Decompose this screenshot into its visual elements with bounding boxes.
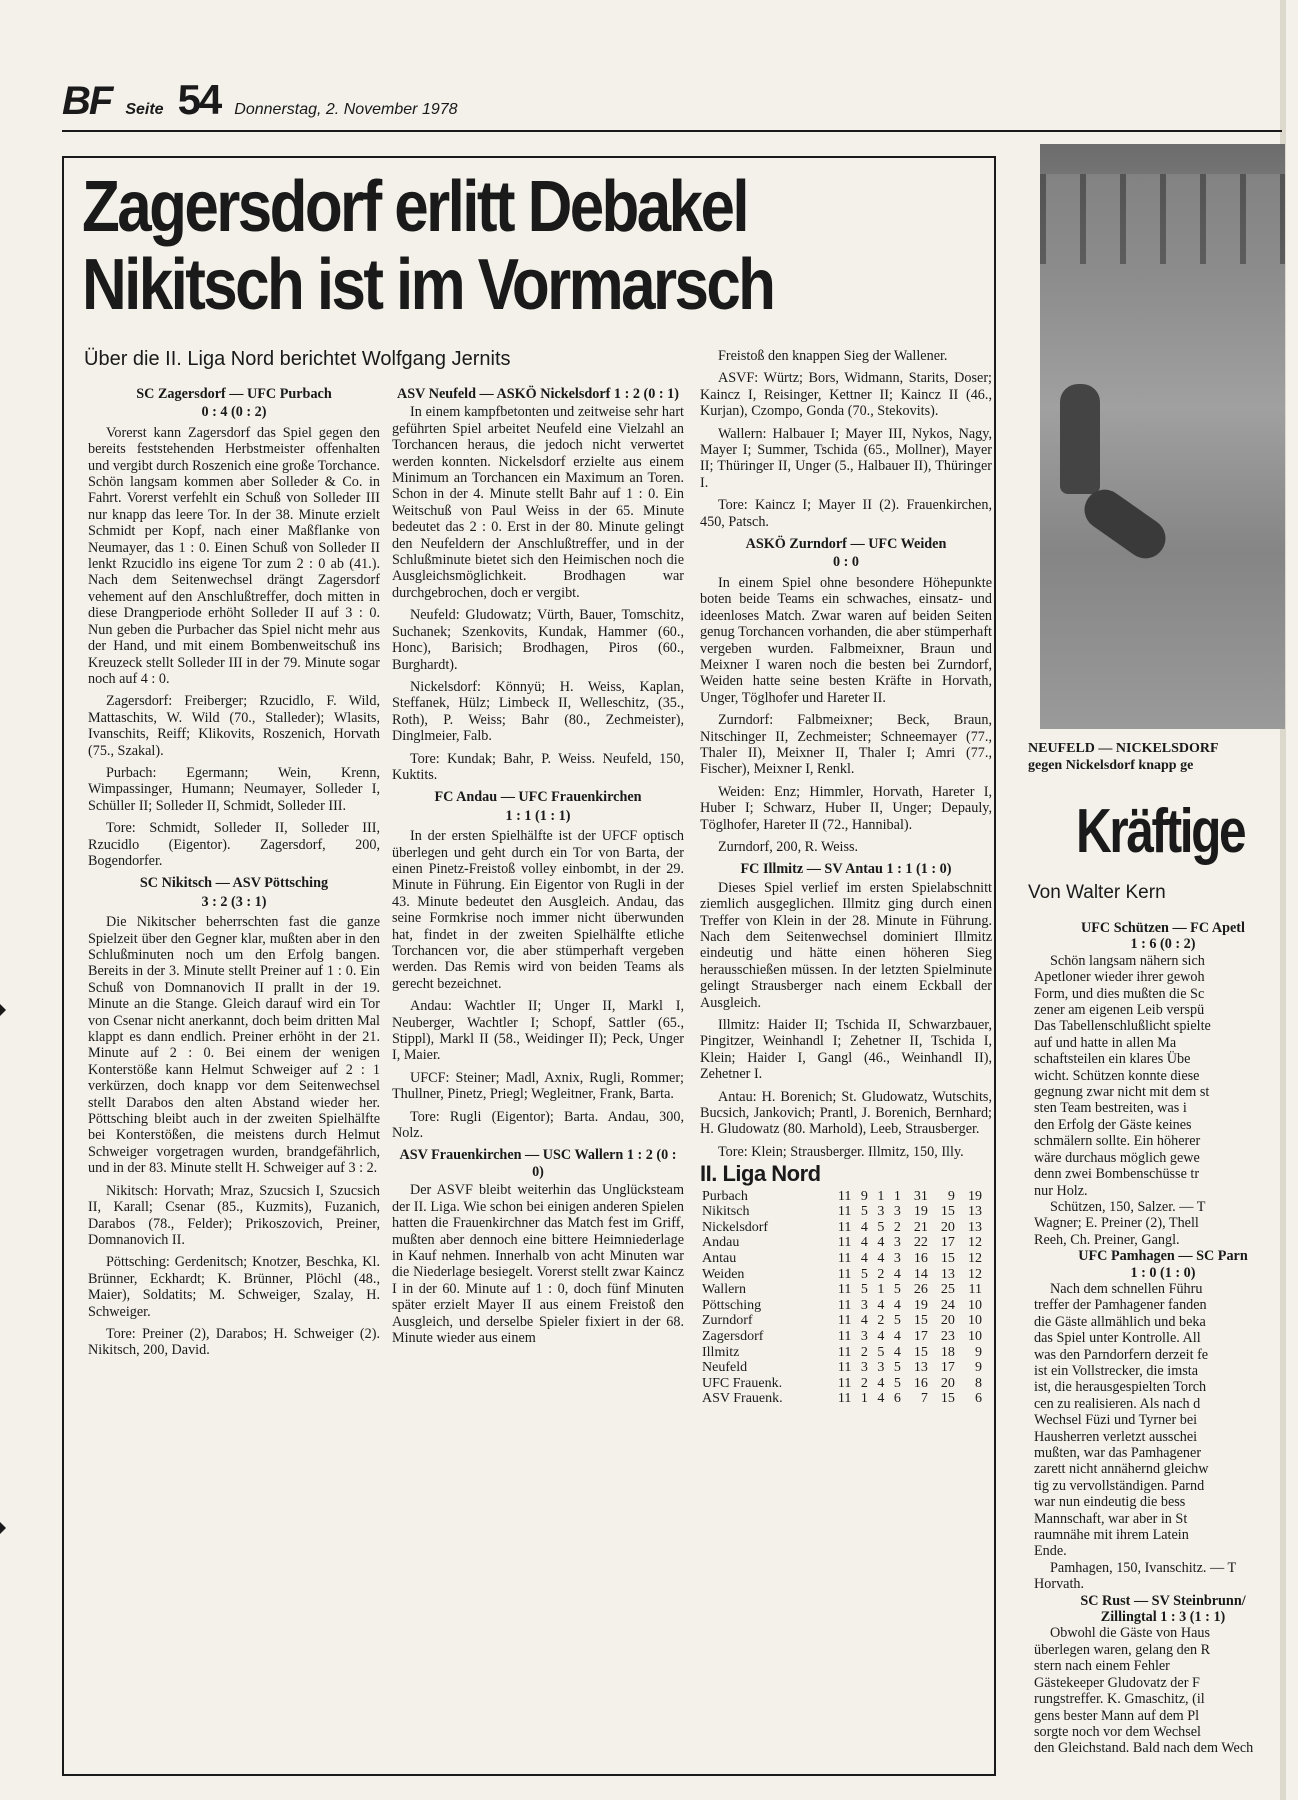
paragraph: In einem Spiel ohne besondere Höhepunkte boten beide Teams ein schwaches, einsatz- und ideenloses Match. Zwar waren auf beiden Seiten genug Torchancen vorhanden, die aber stümperhaft vergeben wurden. Falbmeixner, Braun und Meixner I waren noch die besten bei Zurndorf, Weiden hatte seine besten Kräfte in Horvath, Unger, Töglhofer und Hareter II. [700, 574, 992, 706]
paragraph: Vorerst kann Zagersdorf das Spiel gegen den bereits feststehenden Herbstmeister offenhalten und vergibt durch Roszenich eine große Torchance. Schön langsam kommen aber Solleder & Co. in Fahrt. Vorerst verfehlt ein Schuß von Solleder III nur knapp das leere Tor. In der 38. Minute erzielt Schmidt per Kopf, nach einer Maßflanke von Neumayer, das 1 : 0. Einen Schuß von Solleder II lenkt Rzucidlo ins eigene Tor zum 2 : 0 ab (41.). Nach dem Seitenwechsel drängt Zagersdorf vehement auf den Anschlußtreffer, doch mitten in diese Drangperiode erhöht Solleder II auf 3 : 0. Nun geben die Purbacher das Spiel nicht mehr aus der Hand, und mit einem Bombenweitschuß ins Kreuzeck stellt Solleder III in der 79. Minute sogar noch auf 4 : 0. [88, 424, 380, 687]
stat-cell: 4 [893, 1297, 901, 1313]
stat-cell: 3 [860, 1360, 868, 1376]
photo-player [1060, 384, 1100, 494]
stat-cell: 6 [893, 1391, 901, 1407]
stat-cell: 7 [920, 1391, 928, 1407]
text-line: Reeh, Ch. Preiner, Gangl. [1034, 1231, 1180, 1248]
text-line: gens bester Mann auf dem Pl [1034, 1707, 1200, 1724]
stat-cell: 11 [837, 1188, 852, 1204]
stat-cell: 2 [877, 1313, 885, 1329]
stat-cell: 3 [893, 1251, 901, 1267]
match-heading: FC Illmitz — SV Antau 1 : 1 (1 : 0) [740, 861, 952, 878]
match-heading: 1 : 0 (1 : 0) [1130, 1264, 1196, 1281]
stat-cell: 5 [893, 1282, 901, 1298]
paragraph: Purbach: Egermann; Wein, Krenn, Wimpassinger, Humann; Neumayer, Solleder I, Schüller II; Solleder II, Schmidt, Solleder III. [88, 764, 380, 814]
text-line: Pamhagen, 150, Ivanschitz. — T [1050, 1559, 1237, 1576]
paragraph: Tore: Kundak; Bahr, P. Weiss. Neufeld, 150, Kuktits. [392, 750, 684, 783]
stat-cell: 26 [913, 1282, 928, 1298]
table-row [700, 1298, 984, 1314]
team-name: Andau [702, 1235, 740, 1251]
table-title: II. Liga Nord [700, 1161, 821, 1187]
stat-cell: 9 [975, 1360, 982, 1376]
stat-cell: 6 [975, 1391, 982, 1407]
side-byline: Von Walter Kern [1028, 882, 1166, 903]
stat-cell: 5 [893, 1375, 901, 1391]
text-line: Gästekeeper Gludovatz der F [1034, 1674, 1200, 1691]
stat-cell: 15 [940, 1391, 955, 1407]
stat-cell: 11 [837, 1297, 852, 1313]
team-name: Antau [702, 1251, 737, 1267]
stat-cell: 5 [893, 1360, 901, 1376]
stat-cell: 24 [940, 1297, 955, 1313]
match-heading: 0 : 0 [832, 554, 859, 571]
stat-cell: 16 [913, 1375, 928, 1391]
match-heading: SC Zagersdorf — UFC Purbach [136, 386, 332, 402]
stat-cell: 10 [968, 1313, 982, 1329]
stat-cell: 17 [940, 1360, 955, 1376]
newspaper-logo: BF [62, 79, 112, 123]
text-line: Ende. [1034, 1543, 1067, 1560]
team-name: Zurndorf [702, 1313, 753, 1329]
team-name: Nikitsch [702, 1204, 750, 1220]
masthead [62, 76, 458, 126]
text-line: Mannschaft, war aber in St [1034, 1510, 1188, 1527]
table-row [700, 1376, 984, 1392]
paragraph: Pöttsching: Gerdenitsch; Knotzer, Beschka, Kl. Brünner, Eckhardt; K. Brünner, Plöchl (48., Maier), Soldatits; M. Schweiger, Szalay, H. Schweiger. [88, 1254, 380, 1320]
match-heading: UFC Schützen — FC Apetl [1081, 920, 1245, 936]
stat-cell: 19 [968, 1188, 982, 1204]
stat-cell: 4 [877, 1375, 885, 1391]
stat-cell: 11 [837, 1204, 852, 1220]
paragraph: UFCF: Steiner; Madl, Axnix, Rugli, Rommer; Thullner, Pinetz, Priegl; Wegleitner, Frank, Barta. [392, 1069, 684, 1103]
stat-cell: 11 [837, 1313, 852, 1329]
headline-line-1: Zagersdorf erlitt Debakel [82, 167, 747, 247]
match-heading: 1 : 6 (0 : 2) [1130, 936, 1196, 953]
text-line: tig zu vervollständigen. Parnd [1034, 1477, 1205, 1494]
stat-cell: 1 [893, 1188, 901, 1204]
stat-cell: 2 [893, 1219, 901, 1235]
paragraph: Tore: Klein; Strausberger. Illmitz, 150, Illy. [718, 1143, 964, 1160]
stat-cell: 11 [837, 1266, 852, 1282]
paragraph: Wallern: Halbauer I; Mayer III, Nykos, Nagy, Mayer I; Summer, Tschida (65., Mollner), Mayer II; Thüringer II, Unger (5., Halbauer II), Thüringer I. [700, 425, 992, 491]
page-number: 54 [177, 76, 221, 123]
text-line: Schützen, 150, Salzer. — T [1050, 1198, 1206, 1215]
stat-cell: 13 [968, 1204, 982, 1220]
stat-cell: 1 [877, 1282, 885, 1298]
stat-cell: 19 [913, 1204, 928, 1220]
stat-cell: 11 [837, 1282, 852, 1298]
photo-player [1077, 482, 1174, 566]
paragraph: Tore: Preiner (2), Darabos; H. Schweiger (2). Nikitsch, 200, David. [88, 1325, 380, 1359]
paragraph: Freistoß den knappen Sieg der Wallener. [718, 348, 948, 364]
paragraph: Tore: Kaincz I; Mayer II (2). Frauenkirchen, 450, Patsch. [700, 497, 992, 530]
team-name: Purbach [702, 1188, 748, 1204]
stat-cell: 3 [860, 1297, 868, 1313]
table-row [700, 1267, 984, 1283]
text-line: die Gäste allmählich und beka [1034, 1313, 1206, 1330]
paragraph: Zurndorf, 200, R. Weiss. [718, 838, 859, 855]
table-row [700, 1345, 984, 1361]
paragraph: Der ASVF bleibt weiterhin das Unglücksteam der II. Liga. Wie schon bei einigen anderen Spielen hatten die Frauenkirchner das Match fest im Griff, mußten aber dennoch eine bittere Heimniederlage in Kauf nehmen. Innerhalb von acht Minuten war die Niederlage besiegelt. Vorerst stellt zwar Kaincz I in der 60. Minute auf 1 : 0, doch fünf Minuten später erzielt Mayer II aus einem Freistoß den Ausgleich, und derselbe Spieler fixiert in der 68. Minute wieder aus einem [392, 1182, 684, 1346]
issue-date: Donnerstag, 2. November 1978 [234, 101, 458, 118]
text-line: zarett nicht annähernd gleichw [1034, 1461, 1209, 1478]
stat-cell: 23 [940, 1329, 955, 1345]
stat-cell: 3 [860, 1329, 868, 1345]
stat-cell: 4 [877, 1251, 885, 1267]
text-line: gegnung zwar nicht mit dem st [1034, 1084, 1210, 1101]
headline-line-2: Nikitsch ist im Vormarsch [82, 245, 774, 325]
text-line: Nach dem schnellen Führu [1050, 1280, 1203, 1297]
headline [82, 168, 856, 324]
stat-cell: 3 [877, 1204, 885, 1220]
match-heading: 3 : 2 (3 : 1) [201, 893, 267, 910]
team-name: Pöttsching [702, 1297, 762, 1313]
stat-cell: 19 [913, 1297, 928, 1313]
paragraph: Antau: H. Borenich; St. Gludowatz, Wutschits, Bucsich, Jankovich; Prantl, J. Borenich, Bernhard; H. Gludowatz (80. Marhold), Leeb, Strausberger. [700, 1088, 992, 1138]
stat-cell: 2 [877, 1266, 885, 1282]
team-name: Nickelsdorf [702, 1219, 769, 1235]
text-line: ist ein Vollstrecker, die imsta [1034, 1362, 1199, 1379]
stat-cell: 4 [877, 1297, 885, 1313]
table-row [700, 1235, 984, 1251]
paragraph: Dieses Spiel verlief im ersten Spielabschnitt ziemlich ausgeglichen. Illmitz ging durch einen Treffer von Klein in der 28. Minute in Führung. Nach dem Seitenwechsel dominiert Illmitz eindeutig und hätte einen höheren Sieg herausschießen müssen. In der letzten Spielminute gelingt Strausberger nach einem Eckball der Ausgleich. [700, 879, 992, 1011]
paragraph: Nikitsch: Horvath; Mraz, Szucsich I, Szucsich II, Karall; Csenar (85., Kuzmits), Fuzanich, Darabos (78., Felder); Prikoszovich, Preiner, Domnanovich II. [88, 1182, 380, 1248]
column-1 [88, 380, 380, 1365]
text-line: wicht. Schützen konnte diese [1034, 1067, 1200, 1084]
table-row [700, 1220, 984, 1236]
stat-cell: 11 [837, 1344, 852, 1360]
photo-fence [1040, 174, 1285, 264]
text-line: Das Tabellenschlußlicht spielte [1034, 1018, 1211, 1035]
stat-cell: 9 [860, 1188, 868, 1204]
text-line: Obwohl die Gäste von Haus [1050, 1625, 1210, 1642]
text-line: zener am eigenen Leib verspü [1034, 1002, 1205, 1019]
text-line: Wagner; E. Preiner (2), Thell [1034, 1215, 1199, 1232]
text-line: das Spiel unter Kontrolle. All [1034, 1330, 1201, 1347]
stat-cell: 3 [877, 1360, 885, 1376]
stat-cell: 5 [893, 1313, 901, 1329]
text-line: sten Team bestreiten, was i [1034, 1100, 1187, 1117]
text-line: Apetloner wieder ihrer gewoh [1034, 969, 1205, 986]
table-row [700, 1360, 984, 1376]
stat-cell: 4 [877, 1235, 885, 1251]
table-row [700, 1189, 984, 1205]
stat-cell: 4 [877, 1329, 885, 1345]
match-heading: ASV Neufeld — ASKÖ Nickelsdorf 1 : 2 (0 : 1) [397, 386, 679, 402]
column-3 [700, 348, 992, 1407]
match-heading: Zillingtal 1 : 3 (1 : 1) [1100, 1609, 1226, 1626]
stat-cell: 2 [860, 1344, 868, 1360]
stat-cell: 3 [893, 1204, 901, 1220]
stat-cell: 22 [913, 1235, 928, 1251]
margin-marker-icon [0, 1522, 6, 1534]
stat-cell: 1 [860, 1391, 868, 1407]
paragraph: Andau: Wachtler II; Unger II, Markl I, Neuberger, Wachtler I; Schopf, Sattler (65., Stippl), Markl II (58., Weidinger II); Peck, Unger I, Maier. [392, 998, 684, 1064]
stat-cell: 4 [860, 1235, 868, 1251]
paragraph: In einem kampfbetonten und zeitweise sehr hart geführten Spiel arbeitet Neufeld eine Vielzahl an Torchancen heraus, die jedoch nicht verwertet werden konnten. Nickelsdorf erzielte aus einem Minimum an Torchancen ein Maximum an Toren. Schon in der 4. Minute stellt Bahr auf 1 : 0. Ein Weitschuß von Paul Weiss in der 65. Minute bedeutet das 2 : 0. Erst in der 80. Minute gelingt den Neufeldern der Anschlußtreffer, und in der Schlußminute bietet sich den Heimischen noch die Ausgleichsmöglichkeit. Brodhagen war durchgebrochen, doch er vergibt. [392, 404, 684, 601]
team-name: Neufeld [702, 1360, 748, 1376]
stat-cell: 5 [877, 1344, 885, 1360]
paragraph: Tore: Rugli (Eigentor); Barta. Andau, 300, Nolz. [392, 1108, 684, 1142]
paragraph: Weiden: Enz; Himmler, Horvath, Hareter I, Huber I; Schwarz, Huber II, Unger; Depauly, Töglhofer, Hareter II (72., Hannibal). [700, 783, 992, 833]
match-heading: 1 : 1 (1 : 1) [505, 807, 571, 824]
stat-cell: 11 [837, 1251, 852, 1267]
stat-cell: 3 [893, 1235, 901, 1251]
stat-cell: 15 [913, 1344, 928, 1360]
stat-cell: 11 [837, 1375, 852, 1391]
text-line: treffer der Pamhagener fanden [1034, 1297, 1207, 1314]
stat-cell: 16 [913, 1251, 928, 1267]
stat-cell: 9 [947, 1188, 955, 1204]
text-line: Horvath. [1034, 1576, 1085, 1593]
match-heading: ASV Frauenkirchen — USC Wallern 1 : 2 (0 : 0) [399, 1147, 677, 1180]
team-name: Illmitz [702, 1344, 740, 1360]
paragraph: Die Nikitscher beherrschten fast die ganze Spielzeit über den Gegner klar, mußten aber in den Schlußminuten noch um den Erfolg bangen. Bereits in der 3. Minute stellt Preiner auf 1 : 0. Ein Schuß von Domnanovich II prallt in der 19. Minute an die Stange. Gleich darauf wird ein Tor von Csenar nicht anerkannt, doch beim dritten Mal klappt es dann endlich. Preiner erhöht in der 21. Minute auf 2 : 0. Bei einem der wenigen Konterstöße kann Helmut Schweiger auf 2 : 1 verkürzen, doch knapp vor dem Seitenwechsel stellt Darabos den alten Abstand wieder her. Pöttsching bleibt auch in der zweiten Spielhälfte bei Konterstößen, die meistens durch Helmut Schweiger vorgetragen wurden, brandgefährlich, und in der 83. Minute stellt H. Schweiger auf 3 : 2. [88, 914, 380, 1177]
stat-cell: 4 [860, 1219, 868, 1235]
stat-cell: 25 [940, 1282, 955, 1298]
stat-cell: 2 [860, 1375, 868, 1391]
stat-cell: 4 [893, 1266, 901, 1282]
stat-cell: 18 [940, 1344, 955, 1360]
stat-cell: 1 [877, 1188, 885, 1204]
text-line: den Erfolg der Gäste keines [1034, 1116, 1192, 1133]
stat-cell: 5 [860, 1282, 868, 1298]
stat-cell: 11 [837, 1391, 852, 1407]
league-table [700, 1189, 984, 1407]
paragraph: ASVF: Würtz; Bors, Widmann, Starits, Doser; Kaincz I, Reisinger, Kettner II; Kaincz II (46., Kurjan), Czompo, Gonda (70., Stekovits). [700, 370, 992, 420]
stat-cell: 12 [968, 1266, 982, 1282]
stat-cell: 13 [968, 1219, 982, 1235]
text-line: Schön langsam nähern sich [1050, 952, 1205, 969]
table-row [700, 1329, 984, 1345]
text-line: Form, und dies mußten die Sc [1034, 985, 1205, 1002]
stat-cell: 17 [940, 1235, 955, 1251]
text-line: cen zu realisieren. Als nach d [1034, 1395, 1201, 1412]
paragraph: Nickelsdorf: Könnyü; H. Weiss, Kaplan, Steffanek, Hülz; Limbeck II, Welleschitz, (35., Roth), P. Weiss; Bahr (80., Zechmeister), Dinglmeier, Falb. [392, 678, 684, 745]
stat-cell: 4 [877, 1391, 885, 1407]
text-line: ist, die herausgespielten Torch [1034, 1379, 1207, 1396]
text-line: raumnähe mit ihrem Latein [1034, 1527, 1189, 1544]
margin-marker-icon [0, 1004, 6, 1016]
paragraph: Tore: Schmidt, Solleder II, Solleder III, Rzucidlo (Eigentor). Zagersdorf, 200, Bogendorfer. [88, 820, 380, 869]
table-row [700, 1282, 984, 1298]
stat-cell: 11 [837, 1219, 852, 1235]
text-line: wäre durchaus möglich gewe [1034, 1149, 1200, 1166]
text-line: schaftsteilen ein klares Übe [1034, 1051, 1191, 1068]
stat-cell: 10 [968, 1297, 982, 1313]
paragraph: In der ersten Spielhälfte ist der UFCF optisch überlegen und geht durch ein Tor von Barta, der einen Pinetz-Freistoß volley einbombt, in der 29. Minute in Führung. Ein Eigentor von Rugli in der 43. Minute bedeutet den Ausgleich. Andau, das seine Formkrise noch immer nicht überwunden hat, findet in der zweiten Spielhälfte etliche Torchancen vor, die aber stümperhaft vergeben werden. Das Remis wird von beiden Teams als gerecht bezeichnet. [392, 828, 684, 992]
text-line: denn zwei Bombenschüsse tr [1034, 1166, 1200, 1183]
text-line: sorgte noch vor dem Wechsel [1034, 1723, 1201, 1740]
stat-cell: 5 [877, 1219, 885, 1235]
stat-cell: 13 [940, 1266, 955, 1282]
stat-cell: 11 [837, 1329, 852, 1345]
photo-caption [1028, 740, 1290, 774]
stat-cell: 13 [913, 1360, 928, 1376]
stat-cell: 20 [940, 1313, 955, 1329]
team-name: ASV Frauenk. [702, 1391, 783, 1407]
caption-line-1: NEUFELD — NICKELSDORF [1028, 741, 1219, 756]
column-3-body [700, 348, 992, 1160]
match-heading: SC Rust — SV Steinbrunn/ [1080, 1592, 1246, 1609]
team-name: UFC Frauenk. [702, 1375, 783, 1391]
column-2 [392, 380, 684, 1352]
stat-cell: 14 [913, 1266, 928, 1282]
team-name: Wallern [702, 1282, 746, 1298]
match-heading: UFC Pamhagen — SC Parn [1078, 1248, 1248, 1265]
text-line: rungstreffer. K. Gmaschitz, (il [1034, 1691, 1205, 1708]
text-line: nur Holz. [1034, 1182, 1088, 1199]
match-heading: SC Nikitsch — ASV Pöttsching [139, 875, 329, 892]
text-line: was den Parndorfern derzeit fe [1034, 1346, 1209, 1363]
text-line: den Gleichstand. Bald nach dem Wech [1034, 1740, 1254, 1757]
stat-cell: 4 [893, 1344, 901, 1360]
text-line: schmälern sollte. Ein höherer [1034, 1133, 1201, 1150]
stat-cell: 31 [913, 1188, 928, 1204]
text-line: mußten, war das Pamhagener [1034, 1445, 1202, 1461]
text-line: Wechsel Füzi und Tyrner bei [1034, 1412, 1198, 1429]
side-headline: Kräftige [1076, 797, 1245, 866]
table-row [700, 1313, 984, 1329]
text-line: auf und hatte in allen Ma [1034, 1034, 1177, 1051]
stat-cell: 11 [968, 1282, 982, 1298]
stat-cell: 12 [968, 1235, 982, 1251]
header-rule [62, 130, 1282, 132]
match-heading: 0 : 4 (0 : 2) [201, 404, 267, 421]
text-line: überlegen waren, gelang den R [1034, 1641, 1211, 1658]
stat-cell: 4 [893, 1329, 901, 1345]
stat-cell: 4 [860, 1251, 868, 1267]
seite-label: Seite [125, 101, 164, 118]
stat-cell: 20 [940, 1219, 955, 1235]
paragraph: Zagersdorf: Freiberger; Rzucidlo, F. Wild, Mattaschits, W. Wild (70., Stalleder); Wlasits, Ivanschits, Reiff; Klikovits, Roszenich, Horvath (75., Szakal). [88, 693, 380, 759]
table-row [700, 1204, 984, 1220]
table-row [700, 1251, 984, 1267]
paragraph: Zurndorf: Falbmeixner; Beck, Braun, Nitschinger II, Zechmeister; Schneemayer (77., Thaler II), Meixner II, Thaler I; Amri (77., Fischer), Meixner I, Renkl. [700, 712, 992, 778]
match-heading: ASKÖ Zurndorf — UFC Weiden [745, 536, 947, 553]
text-line: Hausherren verletzt ausschei [1034, 1428, 1198, 1445]
stat-cell: 5 [860, 1204, 868, 1220]
stat-cell: 4 [860, 1313, 868, 1329]
stat-cell: 9 [975, 1344, 982, 1360]
team-name: Weiden [702, 1266, 745, 1282]
byline: Über die II. Liga Nord berichtet Wolfgang Jernits [84, 348, 511, 370]
stat-cell: 15 [940, 1251, 955, 1267]
text-line: stern nach einem Fehler [1034, 1658, 1170, 1675]
stat-cell: 10 [968, 1329, 982, 1345]
match-heading: FC Andau — UFC Frauenkirchen [434, 789, 642, 806]
table-row [700, 1391, 984, 1407]
stat-cell: 11 [837, 1235, 852, 1251]
stat-cell: 20 [940, 1375, 955, 1391]
column-4 [1034, 920, 1292, 1757]
stat-cell: 8 [975, 1375, 982, 1391]
paragraph: Illmitz: Haider II; Tschida II, Schwarzbauer, Pingitzer, Weinhandl I; Zehetner II, Tschida I, Klein; Haider I, Gangl (46., Weinhandl II), Zehetner I. [700, 1017, 992, 1083]
stat-cell: 15 [913, 1313, 928, 1329]
stat-cell: 5 [860, 1266, 868, 1282]
stat-cell: 12 [968, 1251, 982, 1267]
paragraph: Neufeld: Gludowatz; Vürth, Bauer, Tomschitz, Suchanek; Szenkovits, Kundak, Hammer (60., Honc), Barisich; Brodhagen, Piros (60., Burghardt). [392, 607, 684, 673]
team-name: Zagersdorf [702, 1329, 764, 1345]
stat-cell: 21 [913, 1219, 928, 1235]
stat-cell: 17 [913, 1329, 928, 1345]
text-line: war nun eindeutig die bess [1034, 1494, 1186, 1511]
stat-cell: 11 [837, 1360, 852, 1376]
stat-cell: 15 [940, 1204, 955, 1220]
match-photo [1040, 144, 1285, 729]
caption-line-2: gegen Nickelsdorf knapp ge [1028, 758, 1194, 773]
